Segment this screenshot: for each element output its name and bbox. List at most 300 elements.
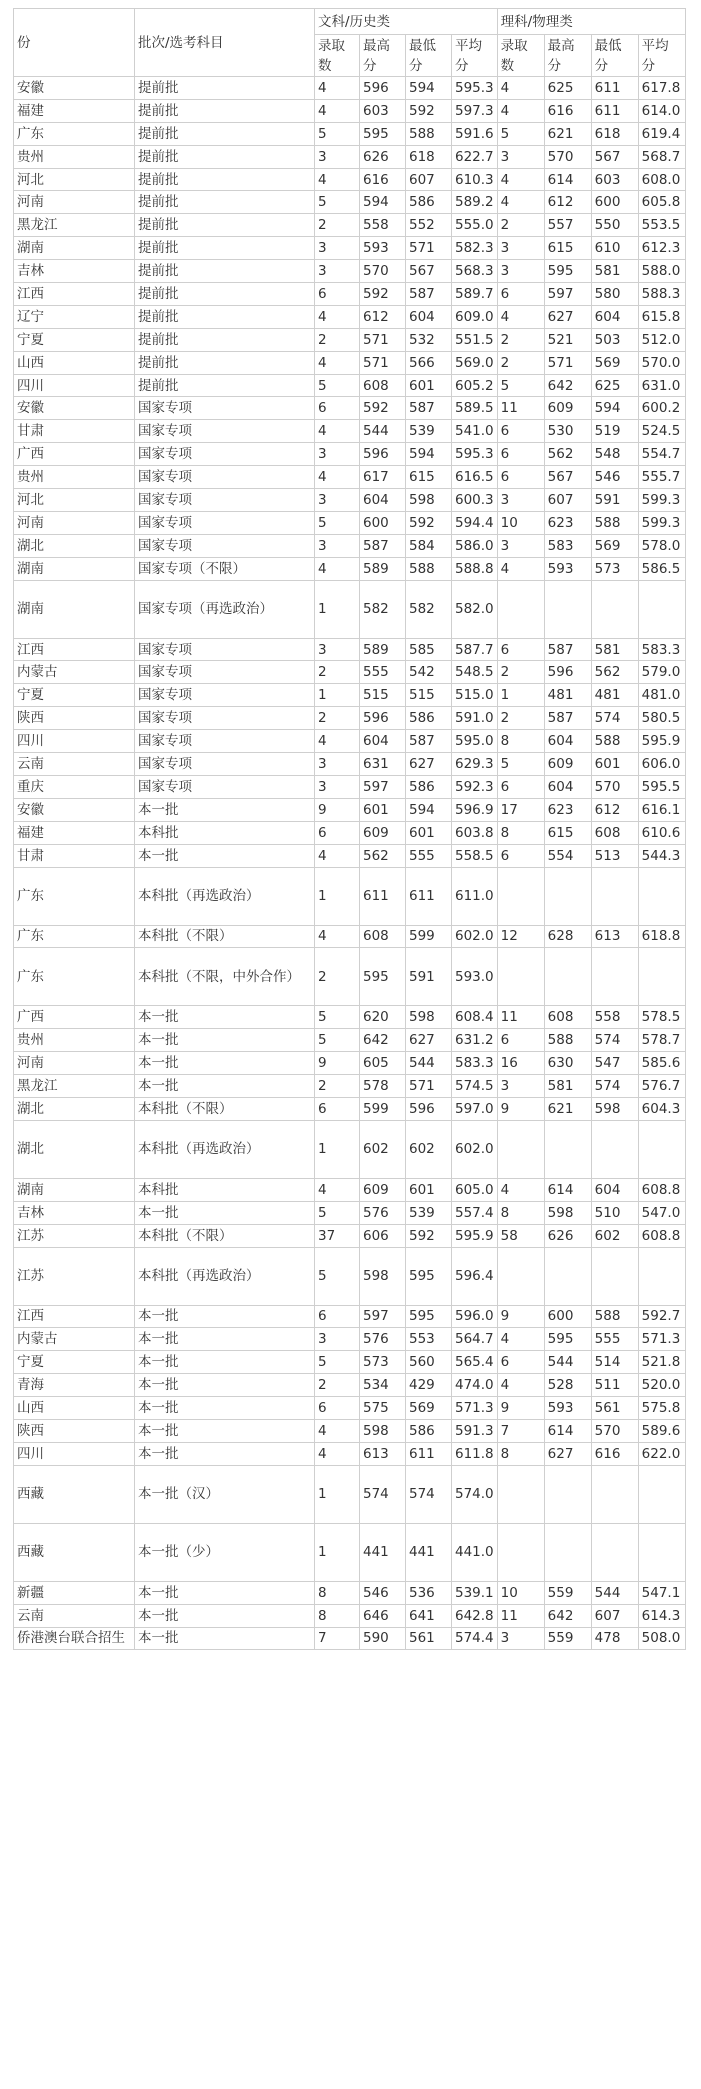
table-row	[14, 684, 686, 707]
wen-max-cell: 595	[360, 948, 406, 1006]
wen-admitted-cell: 6	[315, 397, 360, 420]
li-avg-cell: 576.7	[638, 1075, 685, 1098]
li-admitted-cell: 6	[497, 443, 544, 466]
li-avg-cell: 618.8	[638, 925, 685, 948]
wen-avg-cell: 591.6	[452, 122, 498, 145]
wen-avg-cell: 610.3	[452, 168, 498, 191]
table-row	[14, 1419, 686, 1442]
province-cell: 广西	[14, 443, 135, 466]
wen-max-cell: 620	[360, 1006, 406, 1029]
table-row	[14, 260, 686, 283]
li-avg-cell: 600.2	[638, 397, 685, 420]
wen-max-cell: 605	[360, 1052, 406, 1075]
province-cell: 江苏	[14, 1224, 135, 1247]
wen-admitted-cell: 6	[315, 1097, 360, 1120]
province-cell: 安徽	[14, 798, 135, 821]
wen-min-cell: 611	[406, 1442, 452, 1465]
li-min-cell: 604	[591, 305, 638, 328]
wen-admitted-cell: 4	[315, 557, 360, 580]
wen-avg-cell: 574.0	[452, 1465, 498, 1523]
li-admitted-cell: 2	[497, 351, 544, 374]
province-cell: 湖南	[14, 237, 135, 260]
li-max-cell: 521	[544, 328, 591, 351]
li-max-cell: 642	[544, 1604, 591, 1627]
li-avg-cell: 610.6	[638, 821, 685, 844]
wen-avg-cell: 591.0	[452, 707, 498, 730]
batch-cell: 提前批	[135, 374, 315, 397]
wen-avg-cell: 558.5	[452, 844, 498, 867]
batch-cell: 本一批	[135, 1052, 315, 1075]
li-admitted-cell: 3	[497, 534, 544, 557]
wen-max-cell: 575	[360, 1397, 406, 1420]
wen-max-cell: 604	[360, 489, 406, 512]
li-admitted-cell: 7	[497, 1419, 544, 1442]
table-row	[14, 867, 686, 925]
li-max-cell: 530	[544, 420, 591, 443]
wen-admitted-cell: 6	[315, 1305, 360, 1328]
batch-cell: 国家专项	[135, 397, 315, 420]
wen-max-cell: 574	[360, 1465, 406, 1523]
table-row	[14, 214, 686, 237]
li-avg-cell: 617.8	[638, 77, 685, 100]
li-admitted-cell: 8	[497, 821, 544, 844]
wen-admitted-cell: 4	[315, 925, 360, 948]
wen-avg-cell: 596.0	[452, 1305, 498, 1328]
li-avg-cell: 544.3	[638, 844, 685, 867]
wen-admitted-cell: 3	[315, 145, 360, 168]
table-row	[14, 1029, 686, 1052]
table-row	[14, 730, 686, 753]
wen-max-cell: 555	[360, 661, 406, 684]
table-row	[14, 237, 686, 260]
table-row	[14, 1201, 686, 1224]
wen-min-cell: 599	[406, 925, 452, 948]
wen-max-cell: 573	[360, 1351, 406, 1374]
li-avg-cell: 508.0	[638, 1627, 685, 1650]
li-max-cell	[544, 948, 591, 1006]
wen-admitted-cell: 8	[315, 1604, 360, 1627]
batch-cell: 本一批	[135, 1201, 315, 1224]
wen-max-cell: 626	[360, 145, 406, 168]
wen-admitted-cell: 5	[315, 122, 360, 145]
wen-avg-cell: 593.0	[452, 948, 498, 1006]
wen-max-cell: 534	[360, 1374, 406, 1397]
li-admitted-cell: 4	[497, 77, 544, 100]
li-max-cell: 642	[544, 374, 591, 397]
wen-avg-cell: 596.9	[452, 798, 498, 821]
li-admitted-cell: 16	[497, 1052, 544, 1075]
li-admitted-cell	[497, 1120, 544, 1178]
province-cell: 宁夏	[14, 328, 135, 351]
wen-admitted-cell: 2	[315, 948, 360, 1006]
wen-max-cell: 608	[360, 925, 406, 948]
wen-avg-cell: 565.4	[452, 1351, 498, 1374]
wen-max-cell: 597	[360, 775, 406, 798]
wen-min-cell: 602	[406, 1120, 452, 1178]
li-avg-cell	[638, 867, 685, 925]
li-avg-cell: 554.7	[638, 443, 685, 466]
table-row	[14, 534, 686, 557]
li-min-cell	[591, 1120, 638, 1178]
table-row	[14, 1097, 686, 1120]
table-row	[14, 1120, 686, 1178]
wen-min-cell: 566	[406, 351, 452, 374]
li-admitted-cell: 4	[497, 1328, 544, 1351]
wen-admitted-cell: 5	[315, 374, 360, 397]
province-cell: 湖南	[14, 1178, 135, 1201]
province-cell: 江西	[14, 638, 135, 661]
province-cell: 辽宁	[14, 305, 135, 328]
batch-cell: 国家专项	[135, 466, 315, 489]
wen-max-cell: 592	[360, 397, 406, 420]
li-min-cell: 550	[591, 214, 638, 237]
table-row	[14, 1178, 686, 1201]
province-cell: 吉林	[14, 260, 135, 283]
wen-admitted-cell: 4	[315, 730, 360, 753]
li-min-cell: 513	[591, 844, 638, 867]
province-cell: 河南	[14, 511, 135, 534]
table-row	[14, 489, 686, 512]
li-admitted-cell	[497, 1247, 544, 1305]
wen-max-cell: 595	[360, 122, 406, 145]
wen-max-cell: 576	[360, 1328, 406, 1351]
li-max-cell	[544, 1247, 591, 1305]
wen-avg-cell: 602.0	[452, 1120, 498, 1178]
wen-avg-cell: 555.0	[452, 214, 498, 237]
wen-max-cell: 601	[360, 798, 406, 821]
table-row	[14, 1006, 686, 1029]
wen-avg-cell: 608.4	[452, 1006, 498, 1029]
li-admitted-cell: 4	[497, 1178, 544, 1201]
wen-avg-cell: 611.8	[452, 1442, 498, 1465]
li-max-cell	[544, 1465, 591, 1523]
wen-min-cell: 571	[406, 1075, 452, 1098]
batch-cell: 本一批	[135, 1075, 315, 1098]
wen-admitted-cell: 5	[315, 191, 360, 214]
wen-min-cell: 515	[406, 684, 452, 707]
li-admitted-cell: 3	[497, 1627, 544, 1650]
header-group-wen: 文科/历史类	[315, 9, 498, 35]
province-cell: 黑龙江	[14, 1075, 135, 1098]
batch-cell: 本一批	[135, 1581, 315, 1604]
li-max-cell: 604	[544, 775, 591, 798]
wen-max-cell: 578	[360, 1075, 406, 1098]
wen-min-cell: 582	[406, 580, 452, 638]
li-avg-cell: 588.3	[638, 283, 685, 306]
li-max-cell: 627	[544, 305, 591, 328]
wen-min-cell: 539	[406, 1201, 452, 1224]
li-avg-cell: 586.5	[638, 557, 685, 580]
province-cell: 湖南	[14, 557, 135, 580]
wen-max-cell: 562	[360, 844, 406, 867]
header-li-avg: 平均分	[638, 35, 685, 77]
li-avg-cell	[638, 1120, 685, 1178]
batch-cell: 提前批	[135, 351, 315, 374]
wen-max-cell: 590	[360, 1627, 406, 1650]
wen-max-cell: 546	[360, 1581, 406, 1604]
batch-cell: 本科批（不限）	[135, 1097, 315, 1120]
li-min-cell: 588	[591, 1305, 638, 1328]
province-cell: 湖北	[14, 1097, 135, 1120]
table-row	[14, 1581, 686, 1604]
wen-avg-cell: 515.0	[452, 684, 498, 707]
wen-min-cell: 596	[406, 1097, 452, 1120]
li-admitted-cell: 11	[497, 397, 544, 420]
li-min-cell: 601	[591, 753, 638, 776]
wen-avg-cell: 597.3	[452, 99, 498, 122]
province-cell: 吉林	[14, 1201, 135, 1224]
li-min-cell	[591, 1523, 638, 1581]
wen-avg-cell: 548.5	[452, 661, 498, 684]
li-max-cell: 621	[544, 122, 591, 145]
wen-max-cell: 604	[360, 730, 406, 753]
li-min-cell: 603	[591, 168, 638, 191]
li-max-cell: 557	[544, 214, 591, 237]
li-avg-cell: 571.3	[638, 1328, 685, 1351]
wen-admitted-cell: 5	[315, 1247, 360, 1305]
wen-min-cell: 627	[406, 1029, 452, 1052]
wen-avg-cell: 603.8	[452, 821, 498, 844]
table-row	[14, 191, 686, 214]
batch-cell: 国家专项	[135, 420, 315, 443]
li-max-cell: 626	[544, 1224, 591, 1247]
province-cell: 陕西	[14, 707, 135, 730]
table-row	[14, 283, 686, 306]
li-avg-cell: 520.0	[638, 1374, 685, 1397]
li-min-cell: 573	[591, 557, 638, 580]
table-row	[14, 1523, 686, 1581]
li-avg-cell: 521.8	[638, 1351, 685, 1374]
table-row	[14, 145, 686, 168]
li-max-cell: 596	[544, 661, 591, 684]
li-max-cell: 623	[544, 511, 591, 534]
li-min-cell	[591, 1247, 638, 1305]
li-max-cell: 559	[544, 1627, 591, 1650]
province-cell: 山西	[14, 1397, 135, 1420]
province-cell: 西藏	[14, 1523, 135, 1581]
batch-cell: 本一批（少）	[135, 1523, 315, 1581]
li-min-cell: 574	[591, 1075, 638, 1098]
batch-cell: 本一批（汉）	[135, 1465, 315, 1523]
li-max-cell: 627	[544, 1442, 591, 1465]
li-max-cell: 607	[544, 489, 591, 512]
li-admitted-cell: 8	[497, 1201, 544, 1224]
table-row	[14, 557, 686, 580]
wen-admitted-cell: 2	[315, 1374, 360, 1397]
li-admitted-cell: 2	[497, 707, 544, 730]
batch-cell: 国家专项	[135, 489, 315, 512]
wen-max-cell: 602	[360, 1120, 406, 1178]
table-row	[14, 1627, 686, 1650]
table-row	[14, 844, 686, 867]
li-min-cell: 600	[591, 191, 638, 214]
li-admitted-cell: 8	[497, 730, 544, 753]
wen-min-cell: 594	[406, 77, 452, 100]
table-row	[14, 1224, 686, 1247]
li-avg-cell: 612.3	[638, 237, 685, 260]
wen-admitted-cell: 7	[315, 1627, 360, 1650]
wen-min-cell: 585	[406, 638, 452, 661]
batch-cell: 提前批	[135, 237, 315, 260]
province-cell: 青海	[14, 1374, 135, 1397]
table-row	[14, 707, 686, 730]
li-avg-cell: 568.7	[638, 145, 685, 168]
header-province: 份	[14, 9, 135, 77]
li-max-cell: 554	[544, 844, 591, 867]
li-min-cell: 519	[591, 420, 638, 443]
wen-max-cell: 587	[360, 534, 406, 557]
province-cell: 广东	[14, 925, 135, 948]
province-cell: 甘肃	[14, 420, 135, 443]
batch-cell: 国家专项	[135, 775, 315, 798]
batch-cell: 本一批	[135, 844, 315, 867]
wen-admitted-cell: 1	[315, 684, 360, 707]
li-admitted-cell: 4	[497, 305, 544, 328]
li-min-cell: 562	[591, 661, 638, 684]
wen-avg-cell: 611.0	[452, 867, 498, 925]
li-max-cell: 588	[544, 1029, 591, 1052]
province-cell: 湖南	[14, 580, 135, 638]
li-avg-cell: 583.3	[638, 638, 685, 661]
batch-cell: 提前批	[135, 214, 315, 237]
li-min-cell: 598	[591, 1097, 638, 1120]
batch-cell: 本一批	[135, 1029, 315, 1052]
li-avg-cell: 608.8	[638, 1178, 685, 1201]
wen-min-cell: 601	[406, 821, 452, 844]
batch-cell: 国家专项	[135, 443, 315, 466]
batch-cell: 本一批	[135, 1419, 315, 1442]
li-admitted-cell: 9	[497, 1097, 544, 1120]
li-max-cell: 623	[544, 798, 591, 821]
wen-avg-cell: 587.7	[452, 638, 498, 661]
wen-min-cell: 627	[406, 753, 452, 776]
header-batch: 批次/选考科目	[135, 9, 315, 77]
wen-avg-cell: 595.3	[452, 443, 498, 466]
province-cell: 内蒙古	[14, 661, 135, 684]
li-avg-cell: 592.7	[638, 1305, 685, 1328]
wen-avg-cell: 592.3	[452, 775, 498, 798]
table-row	[14, 374, 686, 397]
li-max-cell: 593	[544, 1397, 591, 1420]
province-cell: 云南	[14, 753, 135, 776]
wen-avg-cell: 629.3	[452, 753, 498, 776]
batch-cell: 国家专项	[135, 753, 315, 776]
li-admitted-cell: 3	[497, 237, 544, 260]
province-cell: 湖北	[14, 1120, 135, 1178]
li-avg-cell: 575.8	[638, 1397, 685, 1420]
li-min-cell: 591	[591, 489, 638, 512]
admission-score-table-container	[13, 8, 686, 1650]
wen-admitted-cell: 1	[315, 580, 360, 638]
li-admitted-cell	[497, 948, 544, 1006]
li-admitted-cell: 6	[497, 466, 544, 489]
wen-min-cell: 539	[406, 420, 452, 443]
batch-cell: 提前批	[135, 145, 315, 168]
wen-max-cell: 611	[360, 867, 406, 925]
li-min-cell: 588	[591, 730, 638, 753]
wen-avg-cell: 588.8	[452, 557, 498, 580]
wen-admitted-cell: 6	[315, 283, 360, 306]
table-row	[14, 1465, 686, 1523]
wen-min-cell: 615	[406, 466, 452, 489]
li-admitted-cell: 6	[497, 844, 544, 867]
wen-max-cell: 617	[360, 466, 406, 489]
li-admitted-cell: 8	[497, 1442, 544, 1465]
wen-min-cell: 588	[406, 122, 452, 145]
province-cell: 贵州	[14, 466, 135, 489]
batch-cell: 本科批（不限）	[135, 1224, 315, 1247]
wen-min-cell: 611	[406, 867, 452, 925]
li-avg-cell: 614.0	[638, 99, 685, 122]
wen-min-cell: 536	[406, 1581, 452, 1604]
li-avg-cell	[638, 1523, 685, 1581]
li-admitted-cell: 4	[497, 1374, 544, 1397]
wen-min-cell: 604	[406, 305, 452, 328]
wen-max-cell: 571	[360, 351, 406, 374]
li-max-cell: 581	[544, 1075, 591, 1098]
li-admitted-cell: 6	[497, 420, 544, 443]
li-min-cell	[591, 580, 638, 638]
li-avg-cell: 547.0	[638, 1201, 685, 1224]
li-max-cell: 616	[544, 99, 591, 122]
wen-avg-cell: 568.3	[452, 260, 498, 283]
wen-avg-cell: 564.7	[452, 1328, 498, 1351]
li-avg-cell: 570.0	[638, 351, 685, 374]
wen-avg-cell: 595.9	[452, 1224, 498, 1247]
wen-max-cell: 596	[360, 707, 406, 730]
wen-admitted-cell: 3	[315, 753, 360, 776]
table-row	[14, 753, 686, 776]
li-min-cell: 602	[591, 1224, 638, 1247]
li-max-cell: 614	[544, 1178, 591, 1201]
wen-min-cell: 441	[406, 1523, 452, 1581]
wen-admitted-cell: 5	[315, 1006, 360, 1029]
province-cell: 安徽	[14, 77, 135, 100]
li-admitted-cell: 5	[497, 122, 544, 145]
wen-avg-cell: 594.4	[452, 511, 498, 534]
province-cell: 侨港澳台联合招生	[14, 1627, 135, 1650]
batch-cell: 本科批（不限）	[135, 925, 315, 948]
wen-admitted-cell: 4	[315, 77, 360, 100]
admission-score-table	[13, 8, 686, 1650]
wen-admitted-cell: 2	[315, 214, 360, 237]
li-avg-cell: 619.4	[638, 122, 685, 145]
li-max-cell: 600	[544, 1305, 591, 1328]
wen-min-cell: 542	[406, 661, 452, 684]
header-wen-avg: 平均分	[452, 35, 498, 77]
wen-min-cell: 584	[406, 534, 452, 557]
wen-admitted-cell: 5	[315, 1029, 360, 1052]
li-admitted-cell: 6	[497, 1351, 544, 1374]
table-row	[14, 420, 686, 443]
li-avg-cell	[638, 1465, 685, 1523]
wen-admitted-cell: 4	[315, 1419, 360, 1442]
batch-cell: 本一批	[135, 1305, 315, 1328]
li-min-cell: 546	[591, 466, 638, 489]
li-admitted-cell: 4	[497, 191, 544, 214]
wen-max-cell: 646	[360, 1604, 406, 1627]
li-max-cell: 595	[544, 260, 591, 283]
li-avg-cell: 595.5	[638, 775, 685, 798]
batch-cell: 提前批	[135, 77, 315, 100]
li-avg-cell: 631.0	[638, 374, 685, 397]
wen-avg-cell: 631.2	[452, 1029, 498, 1052]
table-row	[14, 328, 686, 351]
province-cell: 山西	[14, 351, 135, 374]
li-min-cell: 514	[591, 1351, 638, 1374]
li-avg-cell: 588.0	[638, 260, 685, 283]
table-row	[14, 443, 686, 466]
